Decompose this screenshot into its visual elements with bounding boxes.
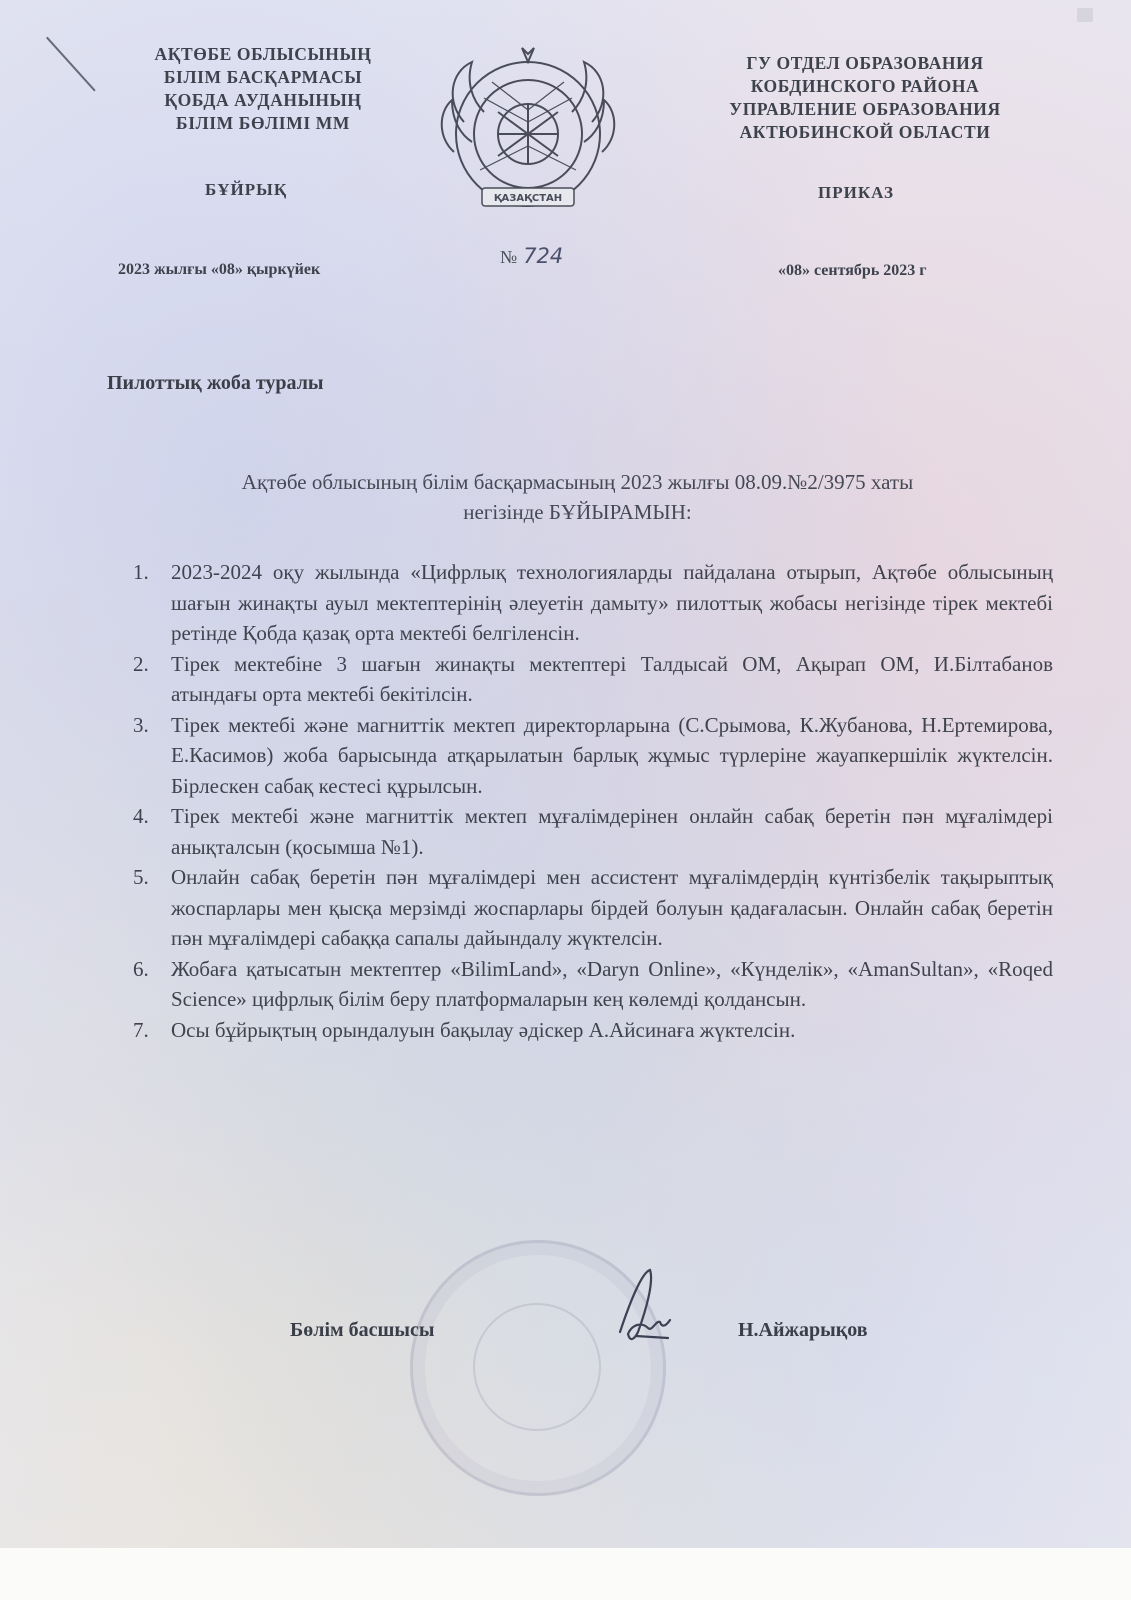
item-number: 3. xyxy=(133,712,149,737)
signatory-name: Н.Айжарықов xyxy=(738,1319,868,1341)
list-item xyxy=(133,954,1053,1015)
stamp-inner-ring xyxy=(473,1303,601,1431)
item-number: 5. xyxy=(133,865,149,889)
emblem-text: ҚАЗАҚСТАН xyxy=(493,193,563,204)
header-right-line: УПРАВЛЕНИЕ ОБРАЗОВАНИЯ xyxy=(729,99,1001,119)
doc-type-kz: БҰЙРЫҚ xyxy=(205,180,288,199)
preamble-line: Ақтөбе облысының білім басқармасының 2023 жылғы 08.09.№2/3975 хаты xyxy=(241,470,914,494)
header-left-line: ҚОБДА АУДАНЫНЫҢ xyxy=(164,90,362,110)
preamble xyxy=(120,467,1035,527)
list-item xyxy=(133,1015,1053,1046)
item-text: Тірек мектебі және магниттік мектеп директорларына (С.Срымова, К.Жубанова, Н.Ертемирова, Е.Касимов) жоба барысында атқарылатын барлық жұмыс түрлеріне жауапкершілік жүктелсін. Бірлескен сабақ кестесі құрылсын. xyxy=(171,712,1053,798)
order-number xyxy=(500,244,563,268)
item-text: 2023-2024 оқу жылында «Цифрлық технологияларды пайдалана отырып, Ақтөбе облысының шағын жинақты ауыл мектептерінің әлеуетін дамыту» пилоттық жобасы негізінде тірек мектебі ретінде Қобда қазақ орта мектебі белгіленсін. xyxy=(171,560,1053,645)
header-right-line: ГУ ОТДЕЛ ОБРАЗОВАНИЯ xyxy=(746,53,984,73)
item-text: Осы бұйрықтың орындалуын бақылау әдіскер А.Айсинаға жүктелсін. xyxy=(171,1017,796,1042)
item-number: 4. xyxy=(133,804,149,828)
list-item xyxy=(133,862,1053,954)
item-text: Жобаға қатысатын мектептер «BilimLand», «Daryn Online», «Күнделік», «AmanSultan», «Roqed Science» цифрлық білім беру платформаларын кең көлемді қолдансын. xyxy=(171,956,1053,1011)
header-right-ru xyxy=(700,52,1030,144)
item-text: Тірек мектебіне 3 шағын жинақты мектептері Талдысай ОМ, Ақырап ОМ, И.Білтабанов атындағы орта мектебі бекітілсін. xyxy=(171,651,1053,706)
header-left-line: БІЛІМ БАСҚАРМАСЫ xyxy=(163,67,363,87)
header-left-kz xyxy=(118,43,408,135)
preamble-line: негізінде БҰЙЫРАМЫН: xyxy=(463,500,692,524)
list-item xyxy=(133,710,1053,802)
list-item xyxy=(133,649,1053,710)
number-label: № xyxy=(500,247,518,267)
date-kz: 2023 жылғы «08» қыркүйек xyxy=(118,261,321,278)
item-number: 6. xyxy=(133,956,149,981)
header-left-line: АҚТӨБЕ ОБЛЫСЫНЫҢ xyxy=(154,44,372,64)
header-left-line: БІЛІМ БӨЛІМІ ММ xyxy=(176,113,350,133)
signatory-title: Бөлім басшысы xyxy=(290,1319,435,1341)
edge-mark xyxy=(1077,8,1093,22)
date-ru: «08» сентябрь 2023 г xyxy=(778,262,927,279)
handwritten-signature-icon xyxy=(590,1262,690,1362)
number-value: 724 xyxy=(523,244,564,268)
order-items-list xyxy=(133,557,1053,1045)
item-number: 1. xyxy=(133,560,149,584)
subject-title: Пилоттық жоба туралы xyxy=(107,372,324,394)
pen-mark xyxy=(46,37,96,92)
header-right-line: АКТЮБИНСКОЙ ОБЛАСТИ xyxy=(739,122,991,142)
doc-type-ru: ПРИКАЗ xyxy=(818,183,894,202)
kazakhstan-state-emblem-icon xyxy=(432,42,624,220)
header-right-line: КОБДИНСКОГО РАЙОНА xyxy=(750,76,980,96)
item-number: 2. xyxy=(133,651,149,676)
scan-margin xyxy=(0,1548,1131,1600)
list-item xyxy=(133,801,1053,862)
list-item xyxy=(133,557,1053,649)
item-text: Онлайн сабақ беретін пән мұғалімдері мен ассистент мұғалімдердің күнтізбелік тақырыптық жоспарлары мен қысқа мерзімді жоспарлары бірдей болуын қадағаласын. Онлайн сабақ беретін пән мұғалімдері сабаққа сапалы дайындалу жүктелсін. xyxy=(171,865,1053,950)
item-number: 7. xyxy=(133,1017,149,1042)
item-text: Тірек мектебі және магниттік мектеп мұғалімдерінен онлайн сабақ беретін пән мұғалімдері анықталсын (қосымша №1). xyxy=(171,804,1053,859)
